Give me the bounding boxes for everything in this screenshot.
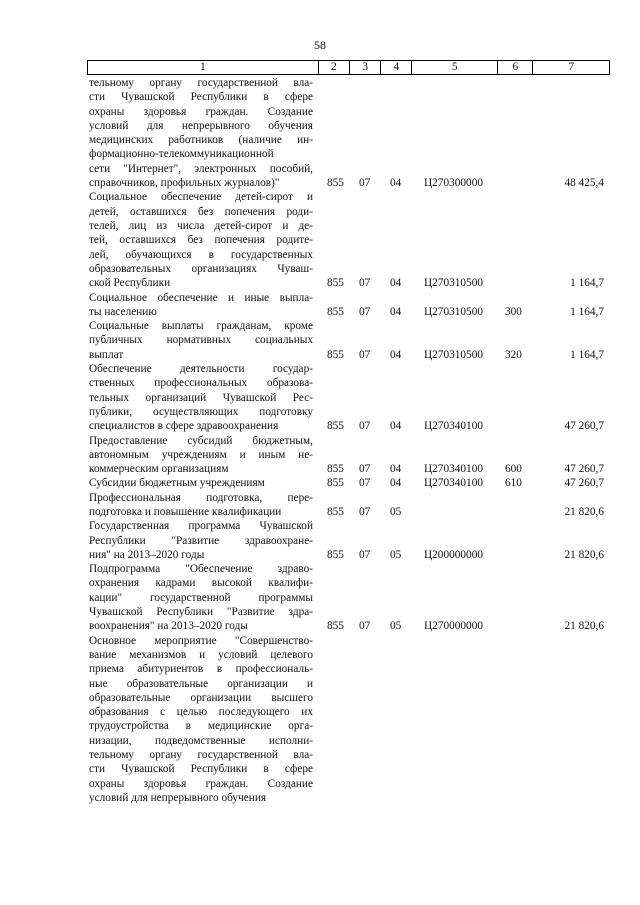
row-description (89, 634, 313, 806)
description-line: охранения кадрами высокой квалифи- (89, 577, 313, 590)
description-line: детей, оставшихся без попечения роди- (89, 205, 313, 218)
amount: 21 820,6 (564, 620, 604, 633)
expense-type-code: 610 (505, 477, 522, 490)
description-line: тельному органу государственной вла- (89, 77, 313, 89)
description-line: охраны здоровья граждан. Создание (89, 105, 313, 118)
header-col-4: 4 (381, 61, 412, 75)
section-code: 07 (359, 505, 371, 518)
description-line: условий для непрерывного обучения (89, 119, 313, 132)
header-col-1: 1 (88, 61, 319, 75)
description-line: публичных нормативных социальных (89, 334, 313, 347)
section-code: 07 (359, 348, 371, 361)
description-line: подготовка и повышение квалификации (89, 505, 282, 518)
header-col-6: 6 (498, 61, 533, 75)
subsection-code: 04 (390, 305, 402, 318)
section-code: 07 (359, 548, 371, 561)
description-line: автономным учреждениям и иным не- (89, 448, 313, 461)
ministry-code: 855 (327, 177, 344, 190)
target-article-code: Ц270300000 (424, 177, 483, 190)
description-line: условий для непрерывного обучения (89, 791, 267, 804)
ministry-code: 855 (327, 505, 344, 518)
subsection-code: 04 (390, 420, 402, 433)
description-line: образовательных организациях Чуваш- (89, 262, 313, 275)
description-line: Государственная программа Чувашской (89, 520, 313, 533)
amount: 47 260,7 (564, 463, 604, 476)
description-line: трудоустройства в медицинские орга- (89, 720, 313, 733)
row-description (89, 476, 313, 490)
description-line: ные образовательные организации и (89, 677, 313, 690)
description-line: Профессиональная подготовка, пере- (89, 491, 313, 504)
subsection-code: 04 (390, 348, 402, 361)
description-line: Республики "Развитие здравоохране- (89, 534, 313, 547)
description-line: воохранения" на 2013–2020 годы (89, 620, 248, 633)
description-line: тельных организаций Чувашской Рес- (89, 391, 313, 404)
description-line: телей, лиц из числа детей-сирот и де- (89, 219, 313, 232)
ministry-code: 855 (327, 463, 344, 476)
description-line: специалистов в сфере здравоохранения (89, 420, 279, 433)
row-description (89, 562, 313, 633)
description-line: приема абитуриентов в профессиональ- (89, 663, 313, 676)
description-line: сти Чувашской Республики в сфере (89, 91, 313, 104)
subsection-code: 05 (390, 620, 402, 633)
description-line: сети "Интернет", электронных пособий, (89, 162, 313, 175)
ministry-code: 855 (327, 548, 344, 561)
description-line: Предоставление субсидий бюджетным, (89, 434, 313, 447)
description-line: ской Республики (89, 277, 171, 290)
ministry-code: 855 (327, 420, 344, 433)
header-col-5: 5 (412, 61, 498, 75)
expense-type-code: 320 (505, 348, 522, 361)
description-line: Чувашской Республики "Развитие здра- (89, 606, 313, 619)
description-line: низации, подведомственные исполни- (89, 734, 313, 747)
amount: 1 164,7 (570, 348, 604, 361)
row-description (89, 362, 313, 433)
target-article-code: Ц270340100 (424, 477, 483, 490)
ministry-code: 855 (327, 348, 344, 361)
expense-type-code: 600 (505, 463, 522, 476)
ministry-code: 855 (327, 620, 344, 633)
description-line: Обеспечение деятельности государ- (89, 363, 313, 375)
amount: 21 820,6 (564, 505, 604, 518)
table-header (87, 60, 610, 75)
description-line: выплат (89, 348, 124, 361)
page-number: 58 (314, 38, 326, 52)
row-description (89, 291, 313, 320)
description-line: формационно-телекоммуникационной (89, 148, 274, 161)
description-line: Социальное обеспечение и иные выпла- (89, 291, 313, 304)
target-article-code: Ц270000000 (424, 620, 483, 633)
description-line: тельному органу государственной вла- (89, 749, 313, 762)
description-line: Подпрограмма "Обеспечение здраво- (89, 563, 313, 576)
description-line: ты населению (89, 305, 157, 318)
header-col-2: 2 (318, 61, 349, 75)
subsection-code: 05 (390, 505, 402, 518)
row-description (89, 190, 313, 290)
row-description (89, 434, 313, 477)
target-article-code: Ц270310500 (424, 348, 483, 361)
description-line: публики, осуществляющих подготовку (89, 405, 313, 418)
subsection-code: 04 (390, 477, 402, 490)
row-description (89, 319, 313, 362)
subsection-code: 05 (390, 548, 402, 561)
description-line: вание механизмов и условий целевого (89, 648, 313, 661)
header-col-3: 3 (350, 61, 381, 75)
amount: 47 260,7 (564, 420, 604, 433)
amount: 48 425,4 (564, 177, 604, 190)
subsection-code: 04 (390, 177, 402, 190)
section-code: 07 (359, 277, 371, 290)
amount: 47 260,7 (564, 477, 604, 490)
ministry-code: 855 (327, 305, 344, 318)
description-line: Основное мероприятие "Совершенство- (89, 634, 313, 647)
description-line: Субсидии бюджетным учреждениям (89, 477, 265, 490)
amount: 21 820,6 (564, 548, 604, 561)
description-line: охраны здоровья граждан. Создание (89, 777, 313, 790)
section-code: 07 (359, 477, 371, 490)
section-code: 07 (359, 420, 371, 433)
section-code: 07 (359, 463, 371, 476)
description-line: ния" на 2013–2020 годы (89, 548, 205, 561)
expense-type-code: 300 (505, 305, 522, 318)
target-article-code: Ц270310500 (424, 277, 483, 290)
description-line: медицинских работников (наличие ин- (89, 134, 313, 147)
description-line: лей, обучающихся в государственных (89, 248, 313, 261)
description-line: ственных профессиональных образова- (89, 377, 313, 390)
description-line: тей, оставшихся без попечения родите- (89, 234, 313, 247)
amount: 1 164,7 (570, 277, 604, 290)
description-line: образовательные организации высшего (89, 691, 313, 704)
subsection-code: 04 (390, 463, 402, 476)
ministry-code: 855 (327, 477, 344, 490)
section-code: 07 (359, 305, 371, 318)
description-line: Социальное обеспечение детей-сирот и (89, 191, 313, 204)
amount: 1 164,7 (570, 305, 604, 318)
row-description (89, 76, 313, 190)
description-line: кации" государственной программы (89, 591, 313, 604)
target-article-code: Ц270310500 (424, 305, 483, 318)
description-line: Социальные выплаты гражданам, кроме (89, 320, 313, 333)
ministry-code: 855 (327, 277, 344, 290)
section-code: 07 (359, 620, 371, 633)
row-description (89, 491, 313, 520)
row-description (89, 519, 313, 562)
section-code: 07 (359, 177, 371, 190)
description-line: образования с целью последующего их (89, 706, 313, 719)
target-article-code: Ц270340100 (424, 463, 483, 476)
subsection-code: 04 (390, 277, 402, 290)
target-article-code: Ц200000000 (424, 548, 483, 561)
target-article-code: Ц270340100 (424, 420, 483, 433)
description-line: справочников, профильных журналов)" (89, 177, 280, 190)
description-line: коммерческим организациям (89, 463, 229, 476)
header-col-7: 7 (533, 61, 610, 75)
description-line: сти Чувашской Республики в сфере (89, 763, 313, 776)
